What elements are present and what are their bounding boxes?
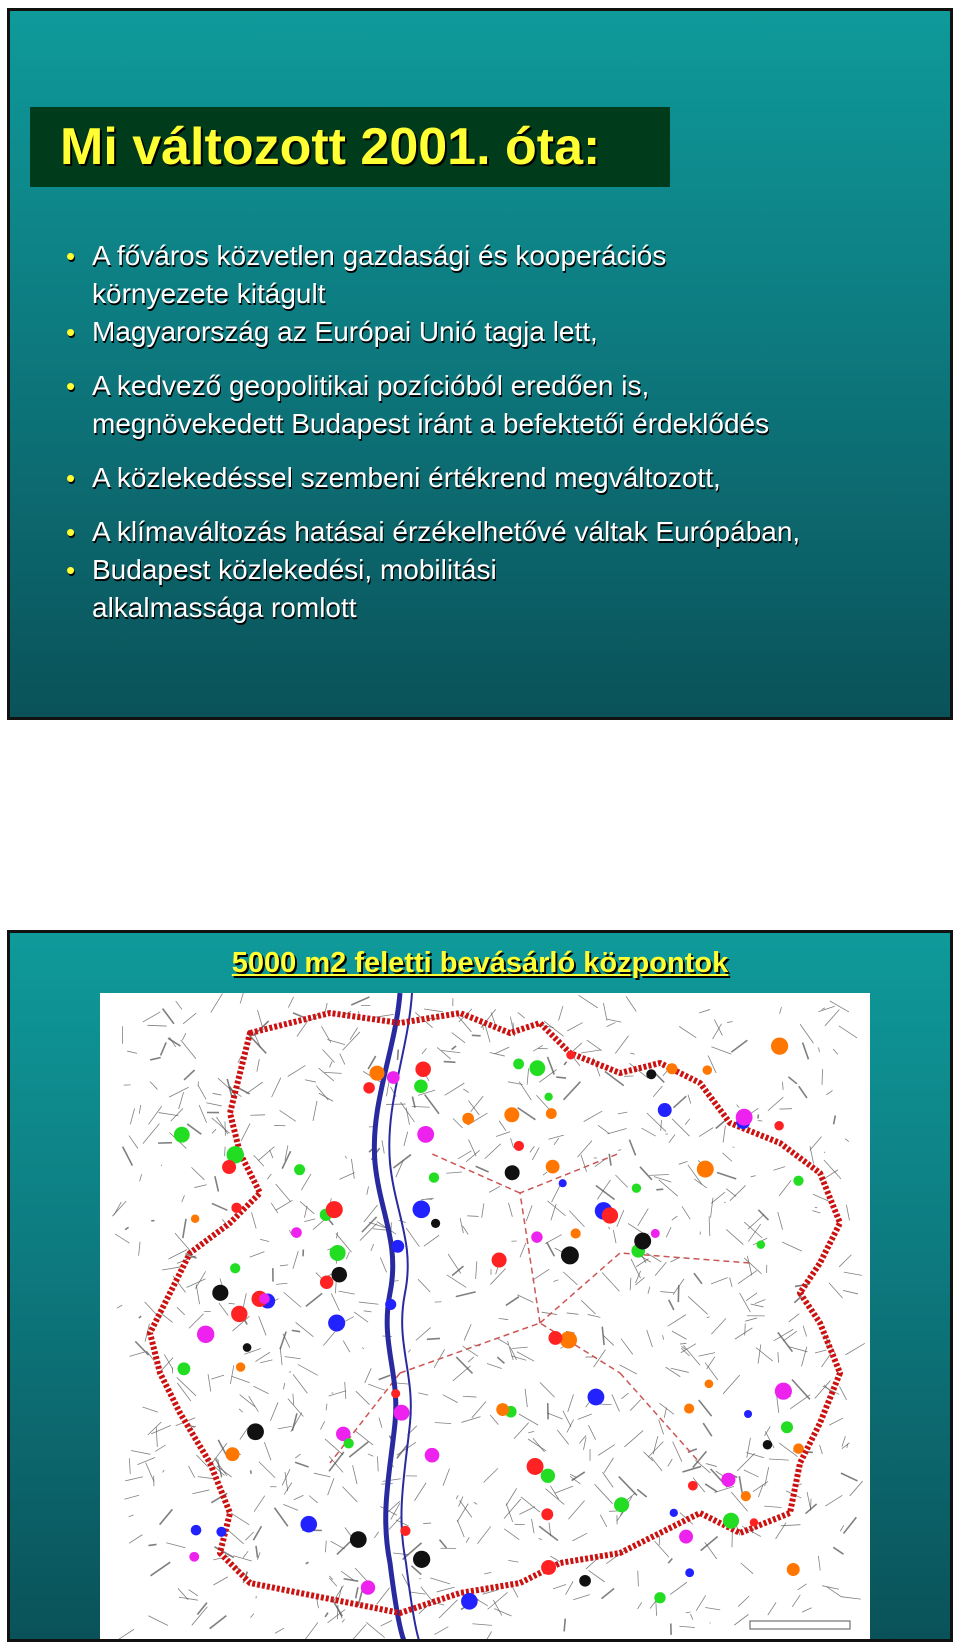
shopping-center-marker — [721, 1473, 735, 1487]
shopping-center-marker — [541, 1469, 555, 1483]
shopping-center-marker — [634, 1233, 651, 1250]
shopping-center-marker — [197, 1326, 214, 1343]
shopping-center-marker — [787, 1563, 800, 1576]
street-line — [564, 1619, 565, 1632]
slide-1 — [7, 8, 953, 720]
shopping-center-marker — [775, 1383, 792, 1400]
shopping-center-marker — [212, 1285, 228, 1301]
shopping-center-marker — [385, 1299, 396, 1310]
bullet-line: megnövekedett Budapest iránt a befektetői érdeklődés — [92, 408, 770, 439]
shopping-center-marker — [400, 1526, 410, 1536]
shopping-center-marker — [291, 1227, 302, 1238]
shopping-center-marker — [588, 1389, 605, 1406]
shopping-center-marker — [226, 1447, 240, 1461]
shopping-center-marker — [231, 1203, 241, 1213]
shopping-center-marker — [646, 1069, 656, 1079]
shopping-center-marker — [546, 1160, 560, 1174]
shopping-center-marker — [514, 1141, 524, 1151]
budapest-map — [100, 993, 870, 1642]
bullet-line: Magyarország az Európai Unió tagja lett, — [92, 316, 598, 347]
shopping-center-marker — [189, 1552, 199, 1562]
shopping-center-marker — [793, 1176, 803, 1186]
shopping-center-marker — [736, 1109, 753, 1126]
shopping-center-marker — [771, 1037, 788, 1054]
street-line — [745, 1324, 746, 1336]
shopping-center-marker — [230, 1263, 240, 1273]
shopping-center-marker — [177, 1362, 190, 1375]
bullet-icon: • — [66, 317, 76, 347]
bullet-item — [64, 551, 944, 627]
shopping-center-marker — [579, 1575, 591, 1587]
shopping-center-marker — [684, 1404, 694, 1414]
shopping-center-marker — [651, 1229, 660, 1238]
street-line — [427, 1338, 440, 1339]
bullet-icon: • — [66, 241, 76, 271]
shopping-center-marker — [741, 1491, 751, 1501]
bullet-line: környezete kitágult — [92, 278, 326, 309]
shopping-center-marker — [320, 1276, 333, 1289]
shopping-center-marker — [417, 1126, 434, 1143]
shopping-center-marker — [763, 1440, 772, 1449]
shopping-center-marker — [529, 1060, 545, 1076]
bullet-icon: • — [66, 517, 76, 547]
shopping-center-marker — [370, 1066, 385, 1081]
shopping-center-marker — [363, 1082, 375, 1094]
shopping-center-marker — [544, 1093, 552, 1101]
shopping-center-marker — [505, 1165, 520, 1180]
shopping-center-marker — [688, 1481, 698, 1491]
shopping-center-marker — [300, 1516, 317, 1533]
bullet-icon: • — [66, 555, 76, 585]
bullet-item — [64, 367, 944, 443]
shopping-center-marker — [413, 1551, 430, 1568]
shopping-center-marker — [231, 1306, 247, 1322]
street-line — [758, 1115, 759, 1119]
street-line — [251, 1470, 252, 1473]
street-line — [198, 1082, 199, 1087]
shopping-center-marker — [750, 1518, 758, 1526]
shopping-center-marker — [326, 1201, 343, 1218]
shopping-center-marker — [546, 1108, 557, 1119]
street-line — [444, 1062, 456, 1063]
slide-title: Mi változott 2001. óta: — [60, 118, 601, 176]
bullet-line: A klímaváltozás hatásai érzékelhetővé váltak Európában, — [92, 516, 801, 547]
bullet-list — [64, 237, 944, 627]
shopping-center-marker — [793, 1443, 804, 1454]
shopping-center-marker — [222, 1160, 236, 1174]
shopping-center-marker — [559, 1179, 567, 1187]
bullet-line: alkalmassága romlott — [92, 592, 357, 623]
bullet-item — [64, 313, 944, 351]
shopping-center-marker — [531, 1231, 542, 1242]
shopping-center-marker — [697, 1161, 714, 1178]
street-line — [398, 1050, 399, 1060]
shopping-center-marker — [781, 1421, 793, 1433]
shopping-center-marker — [236, 1362, 245, 1371]
shopping-center-marker — [513, 1058, 524, 1069]
street-line — [656, 1189, 663, 1190]
shopping-center-marker — [527, 1458, 544, 1475]
shopping-center-marker — [243, 1343, 252, 1352]
shopping-center-marker — [744, 1410, 752, 1418]
shopping-center-marker — [414, 1079, 428, 1093]
shopping-center-marker — [654, 1592, 665, 1603]
shopping-center-marker — [560, 1331, 577, 1348]
shopping-center-marker — [394, 1405, 410, 1421]
shopping-center-marker — [614, 1497, 629, 1512]
bullet-item — [64, 237, 944, 313]
shopping-center-marker — [259, 1293, 270, 1304]
bullet-item — [64, 513, 944, 551]
shopping-center-marker — [344, 1438, 354, 1448]
shopping-center-marker — [571, 1228, 581, 1238]
bullet-line: A kedvező geopolitikai pozícióból eredően is, — [92, 370, 650, 401]
shopping-center-marker — [247, 1423, 264, 1440]
shopping-center-marker — [757, 1240, 766, 1249]
shopping-center-marker — [705, 1379, 714, 1388]
shopping-center-marker — [350, 1531, 367, 1548]
shopping-center-marker — [361, 1580, 375, 1594]
bullet-line: A főváros közvetlen gazdasági és kooperációs — [92, 240, 667, 271]
shopping-center-marker — [294, 1164, 305, 1175]
shopping-center-marker — [548, 1331, 562, 1345]
shopping-center-marker — [328, 1314, 345, 1331]
shopping-center-marker — [666, 1063, 677, 1074]
street-line — [423, 1523, 431, 1524]
shopping-center-marker — [541, 1560, 556, 1575]
shopping-center-marker — [658, 1103, 672, 1117]
street-line — [556, 1077, 566, 1078]
shopping-center-marker — [461, 1593, 478, 1610]
shopping-center-marker — [387, 1071, 400, 1084]
shopping-center-marker — [462, 1113, 474, 1125]
shopping-center-marker — [561, 1246, 579, 1264]
shopping-center-marker — [723, 1513, 739, 1529]
shopping-center-marker — [413, 1201, 431, 1219]
shopping-center-marker — [331, 1267, 347, 1283]
shopping-center-marker — [602, 1207, 618, 1223]
bullet-item — [64, 459, 944, 497]
shopping-center-marker — [429, 1172, 439, 1182]
street-line — [824, 1152, 825, 1153]
shopping-center-marker — [541, 1508, 553, 1520]
shopping-center-marker — [191, 1215, 200, 1224]
shopping-center-marker — [670, 1509, 678, 1517]
shopping-center-marker — [496, 1403, 509, 1416]
shopping-center-marker — [492, 1252, 507, 1267]
shopping-center-marker — [391, 1389, 400, 1398]
shopping-center-marker — [415, 1062, 431, 1078]
shopping-center-marker — [504, 1107, 519, 1122]
map-graphic — [100, 993, 870, 1642]
bullet-icon: • — [66, 371, 76, 401]
shopping-center-marker — [632, 1183, 641, 1192]
bullet-line: Budapest közlekedési, mobilitási — [92, 554, 497, 585]
bullet-icon: • — [66, 463, 76, 493]
shopping-center-marker — [216, 1527, 226, 1537]
shopping-center-marker — [425, 1448, 440, 1463]
shopping-center-marker — [679, 1530, 693, 1544]
shopping-center-marker — [191, 1525, 202, 1536]
map-title: 5000 m2 feletti bevásárló központok — [231, 947, 729, 979]
shopping-center-marker — [685, 1568, 694, 1577]
shopping-center-marker — [566, 1051, 575, 1060]
title-box — [30, 107, 670, 187]
shopping-center-marker — [774, 1121, 783, 1130]
shopping-center-marker — [703, 1065, 713, 1075]
shopping-center-marker — [431, 1219, 440, 1228]
street-line — [154, 1364, 155, 1365]
shopping-center-marker — [174, 1127, 190, 1143]
slide-2 — [7, 930, 953, 1642]
bullet-line: A közlekedéssel szembeni értékrend megváltozott, — [92, 462, 721, 493]
shopping-center-marker — [391, 1240, 404, 1253]
shopping-center-marker — [330, 1245, 346, 1261]
